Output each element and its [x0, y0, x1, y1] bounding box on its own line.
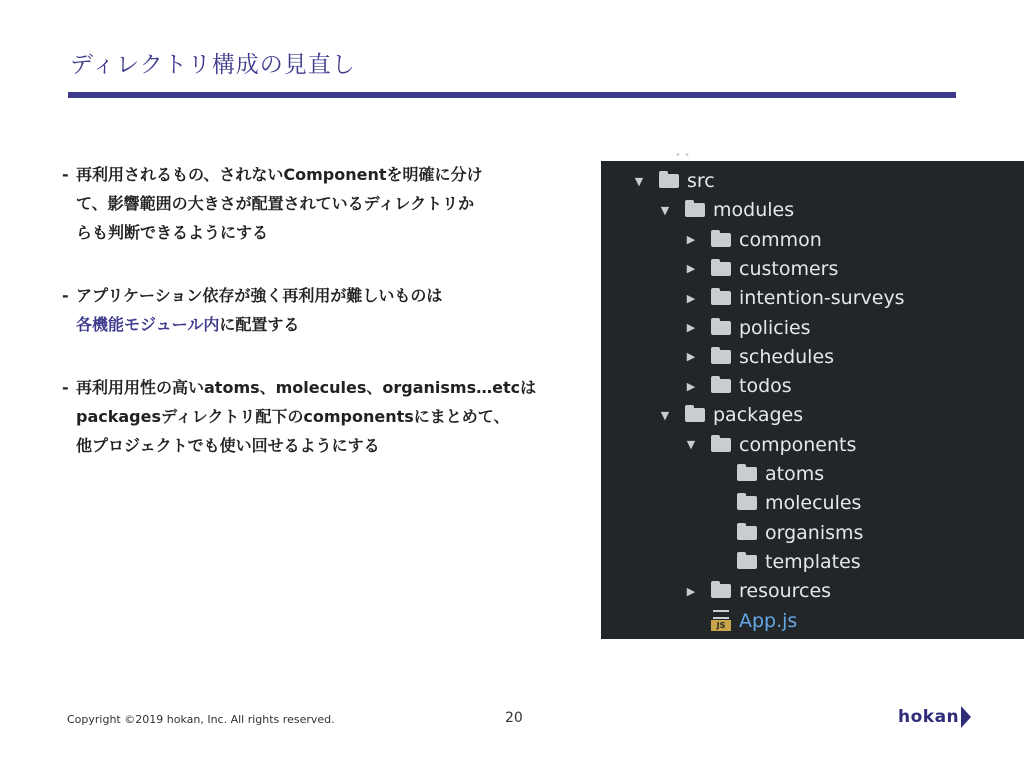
tree-row[interactable] — [633, 167, 715, 195]
folder-icon — [711, 233, 731, 247]
folder-name: schedules — [739, 345, 835, 368]
tree-row[interactable] — [685, 372, 792, 400]
folder-name: intention-surveys — [739, 287, 905, 310]
folder-name: molecules — [765, 492, 862, 515]
bullet-line: らも判断できるようにする — [76, 223, 269, 242]
collapse-arrow-icon[interactable]: ▶ — [686, 321, 696, 334]
folder-icon — [737, 526, 757, 540]
tree-row[interactable] — [659, 401, 803, 429]
bullet-line: 再利用用性の高いatoms、molecules、organisms…etcは — [76, 378, 537, 397]
folder-name: organisms — [765, 521, 864, 544]
bullet-text: に配置する — [219, 315, 300, 334]
js-file-lines — [713, 610, 729, 619]
folder-name: todos — [739, 375, 792, 398]
expand-arrow-icon[interactable]: ▼ — [634, 174, 644, 188]
bullet-line: 再利用されるもの、されないComponentを明確に分け — [76, 165, 483, 184]
bullet-line: 他プロジェクトでも使い回せるようにする — [76, 436, 380, 455]
tree-row[interactable] — [711, 548, 861, 576]
folder-name: resources — [739, 580, 832, 603]
js-file-icon — [711, 610, 731, 632]
folder-name: templates — [765, 550, 861, 573]
expand-arrow-icon[interactable]: ▼ — [686, 438, 696, 452]
file-tree-panel — [601, 161, 1024, 639]
title-divider — [68, 92, 956, 98]
bullet-list — [62, 160, 587, 494]
collapse-arrow-icon[interactable]: ▶ — [686, 584, 696, 598]
folder-icon — [737, 496, 757, 510]
expand-arrow-icon[interactable]: ▼ — [660, 203, 670, 217]
bullet-dash: - — [62, 165, 69, 184]
folder-icon — [711, 350, 731, 364]
tree-row[interactable] — [685, 577, 831, 605]
collapse-arrow-icon[interactable]: ▶ — [686, 350, 696, 364]
tree-overflow-dots: • • — [675, 150, 690, 161]
bullet-line: packagesディレクトリ配下のcomponentsにまとめて、 — [76, 407, 510, 426]
copyright-text: Copyright ©2019 hokan, Inc. All rights reserved. — [67, 713, 335, 726]
tree-row[interactable] — [685, 607, 797, 635]
bullet-highlight: 各機能モジュール内 — [76, 315, 220, 334]
folder-icon — [711, 379, 731, 393]
folder-icon — [659, 174, 679, 188]
folder-icon — [711, 584, 731, 598]
folder-icon — [711, 291, 731, 305]
collapse-arrow-icon[interactable]: ▶ — [686, 291, 696, 305]
tree-row[interactable] — [685, 255, 838, 283]
tree-row[interactable] — [685, 314, 811, 342]
tree-row[interactable] — [711, 519, 863, 547]
page-number: 20 — [505, 710, 523, 726]
company-logo — [898, 706, 971, 728]
slide-title: ディレクトリ構成の見直し — [70, 52, 356, 78]
folder-icon — [737, 467, 757, 481]
tree-row[interactable] — [711, 489, 861, 517]
folder-name: modules — [713, 199, 795, 222]
folder-name: atoms — [765, 463, 825, 485]
bullet-line: アプリケーション依存が強く再利用が難しいものは — [76, 286, 443, 305]
folder-icon — [685, 203, 705, 217]
bullet-line — [76, 310, 587, 339]
tree-row[interactable] — [685, 226, 822, 254]
folder-name: customers — [739, 257, 839, 280]
bullet-item — [62, 160, 587, 247]
tree-row[interactable] — [711, 460, 824, 488]
folder-icon — [737, 555, 757, 569]
js-badge: JS — [711, 620, 731, 631]
tree-row[interactable] — [685, 284, 905, 312]
collapse-arrow-icon[interactable]: ▶ — [686, 262, 696, 276]
expand-arrow-icon[interactable]: ▼ — [660, 408, 670, 422]
folder-icon — [711, 262, 731, 276]
folder-name: components — [739, 433, 857, 456]
folder-icon — [711, 321, 731, 335]
file-name: App.js — [739, 609, 798, 632]
logo-arrow-icon — [961, 706, 971, 728]
bullet-item — [62, 373, 587, 460]
folder-icon — [711, 438, 731, 452]
bullet-line: て、影響範囲の大きさが配置されているディレクトリか — [76, 194, 475, 213]
folder-name: packages — [713, 404, 804, 427]
bullet-dash: - — [62, 378, 69, 397]
tree-row[interactable] — [685, 343, 834, 371]
bullet-dash: - — [62, 286, 69, 305]
folder-name: policies — [739, 316, 811, 339]
folder-name: common — [739, 228, 822, 251]
folder-name: src — [687, 170, 715, 192]
logo-text: hokan — [898, 707, 960, 727]
bullet-item — [62, 281, 587, 339]
collapse-arrow-icon[interactable]: ▶ — [686, 379, 696, 393]
tree-row[interactable] — [685, 431, 856, 459]
tree-row[interactable] — [659, 196, 794, 224]
collapse-arrow-icon[interactable]: ▶ — [686, 233, 696, 247]
folder-icon — [685, 408, 705, 422]
